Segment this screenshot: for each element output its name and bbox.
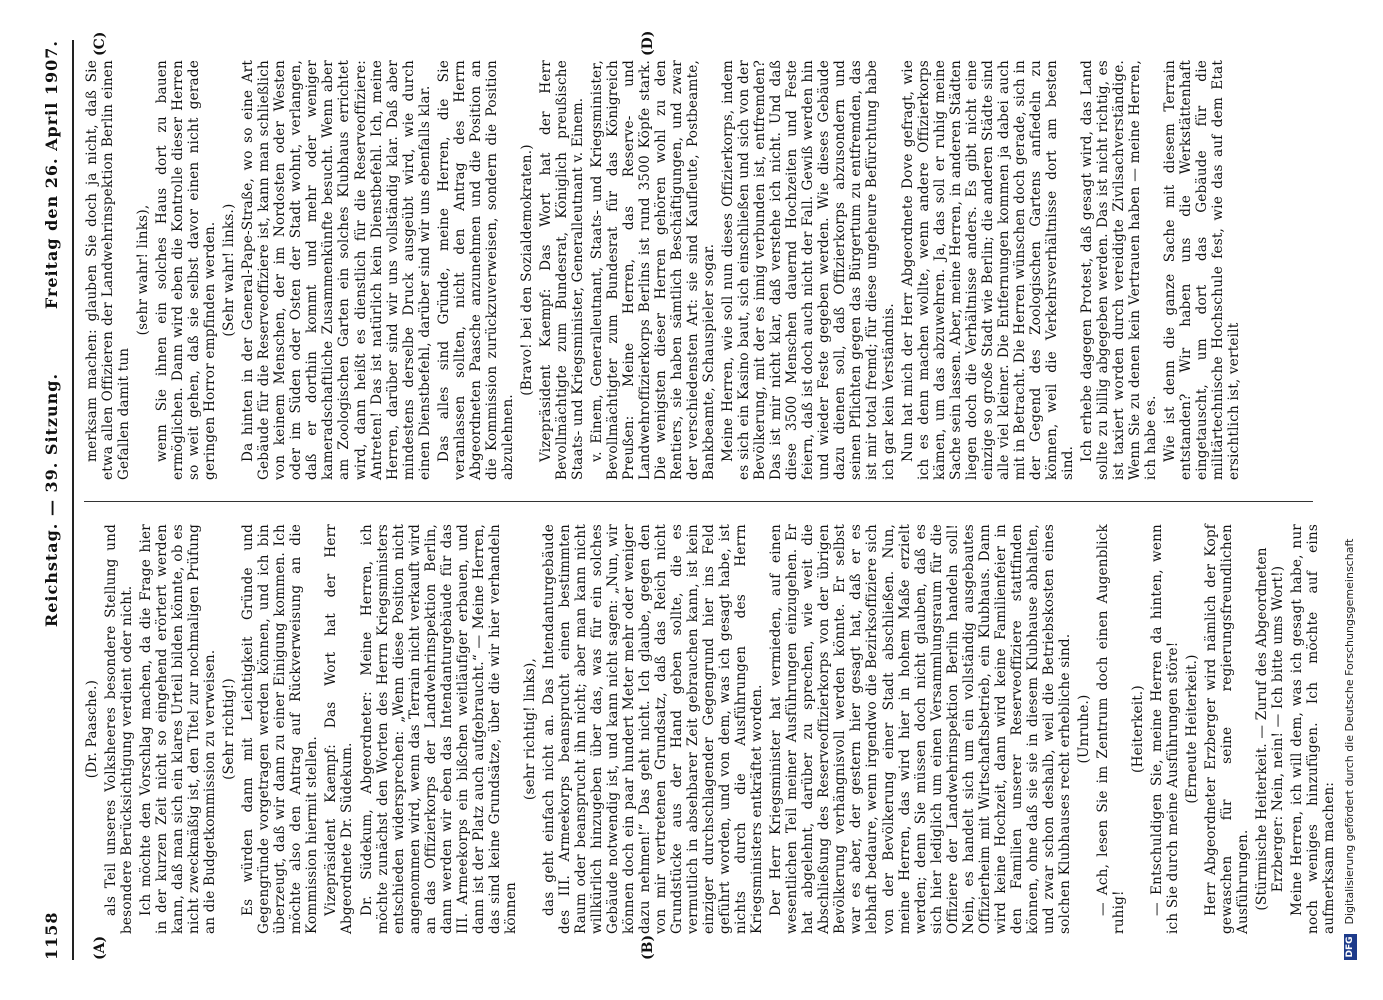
paragraph: Wie ist denn die ganze Sache mit diesem Terrain entstanden? Wir haben uns die Werkstättenhaft eingetauscht, um dort das Gebäude für die militärtechnische Hochschule fest, wie das auf dem Etat ersichtlich ist, verteilt [1162, 60, 1243, 480]
interjection: (Heiterkeit.) [1129, 685, 1146, 773]
paragraph: Da hinten in der General-Pape-Straße, wo so eine Art Gebäude für die Reserveoffiziere ist, kann man schließlich von keinem Menschen, der im Nordosten oder Westen oder im Süden oder Osten der Stadt wohnt, verlangen, daß er dorthin kommt und mehr oder weniger kameradschaftliche Zusammenkünfte besucht. Wenn aber am Zoologischen Garten ein solches Klubhaus errichtet wird, dann heißt es dienstlich für die Reserveoffiziere: Antreten! Das ist natürlich kein Dienstbefehl. Ich, meine Herren, darüber sind wir uns vollständig klar. Daß aber mindestens derselbe Druck ausgeübt wird, wie durch einen Dienstbefehl, darüber sind wir uns ebenfalls klar. [240, 60, 433, 480]
paragraph: Herr Abgeordneter Erzberger wird nämlich der Kopf gewaschen für seine regierungsfreundlichen Ausführungen. [1203, 524, 1252, 934]
interjection: (Erneute Heiterkeit.) [1184, 654, 1201, 804]
dfg-logo-icon: DFG [1344, 934, 1357, 960]
footer-text: Digitalisierung gefördert durch die Deutsche Forschungsgemeinschaft [1343, 538, 1356, 925]
paragraph: das geht einfach nicht an. Das Intendanturgebäude des III. Armeekorps beansprucht einen bestimmten Raum oder beansprucht ihn nicht; aber man kann nicht willkürlich hinzugeben über das, was für ein solches Gebäude notwendig ist, und kann nicht sagen: „Nun, wir können doch ein paar hundert Meter mehr oder weniger dazu nehmen!“ Das geht nicht. Ich glaube, gegen den von mir vertretenen Grundsatz, daß das Reich nicht Grundstücke aus der Hand geben sollte, die es vermutlich in absehbarer Zeit gebrauchen kann, ist kein einziger durchschlagender Gegengrund hier ins Feld geführt worden, und von dem, was ich gesagt habe, ist nichts durch die Ausführungen des Herrn Kriegsministers entkräftet worden. [540, 524, 766, 934]
paragraph: — Ach, lesen Sie im Zentrum doch einen Augenblick ruhig! [1094, 524, 1127, 934]
margin-marker-c: (C) [92, 31, 108, 56]
paragraph: v. Einem, Generalleutnant, Staats- und Kriegsminister, Bevollmächtigter zum Bundesrat für das Königreich Preußen: Meine Herren, das Reserve- und Landwehroffizierkorps Berlins ist rund 3500 Köpfe stark. Die wenigsten dieser Herren gehören wohl zu den Rentiers, sie haben sämtlich Beschäftigungen, und zwar der verschiedensten Art: sie sind Kaufleute, Postbeamte, Bankbeamte, Schauspieler sogar. [588, 60, 718, 480]
interjection: (sehr richtig! links), [521, 657, 538, 801]
interjection: (Unruhe.) [1075, 694, 1092, 764]
paragraph: Das alles sind Gründe, meine Herren, die Sie veranlassen sollten, nicht den Antrag des Herrn Abgeordneten Paasche anzunehmen und die Position an die Kommission zurückzuverweisen, sondern die Position abzulehnen. [435, 60, 516, 480]
interjection: (sehr wahr! links), [135, 204, 152, 336]
page-title: Reichstag. — 39. Sitzung. [42, 372, 61, 628]
paragraph: Meine Herren, wie soll nun dieses Offizierkorps, indem es sich ein Kasino baut, sich einschließen und sich von der Bevölkerung, mit der es innig verbunden ist, entfremden? Das ist mir nicht klar, daß verstehe ich nicht. Und daß diese 3500 Menschen dauernd Hochzeiten und Feste feiern, daß ist doch auch nicht der Fall. Gewiß werden hin und wieder Feste gegeben werden. Wie dieses Gebäude dazu dienen soll, daß Offizierkorps abzusondern und seinen Pflichten gegen das Bürgertum zu entfremden, das ist mir total fremd; für diese ungeheure Befürchtung habe ich gar kein Verständnis. [720, 60, 897, 480]
interjection: (Sehr richtig!) [221, 678, 238, 780]
interjection: (Stürmische Heiterkeit. — Zuruf des Abgeordneten Erzberger: Nein, nein! — Ich bitte ums Wort!) [1254, 547, 1287, 911]
paragraph: Es würden dann mit Leichtigkeit Gründe und Gegengründe vorgetragen werden können, und ich bin überzeugt, daß wir dann zu einer Einigung kommen. Ich möchte also den Antrag auf Rückverweisung an die Kommission hiermit stellen. [240, 524, 321, 934]
header-rule [72, 40, 74, 960]
margin-marker-a: (A) [92, 935, 108, 960]
paragraph: — Entschuldigen Sie, meine Herren da hinten, wenn ich Sie durch meine Ausführungen störe! [1149, 524, 1182, 934]
right-column [84, 60, 1313, 480]
paragraph: Meine Herren, ich will dem, was ich gesagt habe, nur noch weniges hinzufügen. Ich möchte auf eins aufmerksam machen: [1289, 524, 1338, 934]
paragraph: Ich möchte den Vorschlag machen, da die Frage hier in der kurzen Zeit nicht so eingehend erörtert werden kann, daß man sich ein klares Urteil bilden könnte, ob es nicht zweckmäßig ist, den Titel zur nochmaligen Prüfung an die Budgetkommission zu verweisen. [138, 524, 219, 934]
digitization-footer [1343, 40, 1361, 960]
paragraph: wenn Sie ihnen ein solches Haus dort zu bauen ermöglichen. Dann wird eben die Kontrolle dieser Herren so weit gehen, daß sie selbst davor einen nicht gerade geringen Horror empfinden werden. [154, 60, 219, 480]
paragraph: Nun hat mich der Herr Abgeordnete Dove gefragt, wie ich es denn machen wollte, wenn andere Offizierkorps kämen, um das abzuwehren. Ja, das soll er ruhig meine Sache sein lassen. Aber, meine Herren, in anderen Städten liegen doch die Verhältnisse anders. Es gibt nicht eine einzige so große Stadt wie Berlin; die anderen Städte sind alle viel kleiner. Die Entfernungen kommen ja dabei auch mit in Betracht. Die Herren wünschen doch gerade, sich in der Gegend des Zoologischen Gartens anfiedeln zu können, weil die Verkehrsverhältnisse dort am besten sind. [899, 60, 1076, 480]
page-header [40, 40, 66, 960]
speaker-intro: Vizepräsident Kaempf: Das Wort hat der Herr Abgeordnete Dr. Südekum. [323, 524, 356, 934]
paragraph: Ich erhebe dagegen Protest, daß gesagt wird, das Land sollte zu billig abgegeben werden. Das ist nicht richtig, es ist taxiert worden durch vereidigte Zivilsachverständige. Wenn Sie zu denen kein Vertrauen haben — meine Herren, ich habe es. [1078, 60, 1159, 480]
margin-marker-b: (B) [640, 934, 656, 960]
page-number: 1158 [42, 911, 61, 960]
speaker-tag: (Dr. Paasche.) [84, 679, 100, 779]
paragraph: Der Herr Kriegsminister hat vermieden, auf einen wesentlichen Teil meiner Ausführungen einzugehen. Er hat abgelehnt, darüber zu sprechen, wie weit die Abschließung des Reserveoffizierkorps von der übrigen Bevölkerung verhängnisvoll werden könnte. Er selbst war es aber, der gestern hier gesagt hat, daß er es lebhaft bedaure, wenn irgendwo die Bezirksoffiziere sich von der Bevölkerung einer Stadt abschließen. Nun, meine Herren, das wird hier in hohem Maße erzielt werden; denn Sie müssen doch nicht glauben, daß es sich hier lediglich um einen Versammlungsraum für die Offiziere der Landwehrinspektion Berlin handeln soll! Nein, es handelt sich um ein vollständig ausgebautes Offizierheim mit Wirtschaftsbetrieb, ein Klubhaus. Dann wird keine Hochzeit, dann wird keine Familienfeier in den Familien unserer Reserveoffiziere stattfinden können, ohne daß sie sie in diesem Klubhause abhalten, und zwar schon deshalb, weil die Betriebskosten eines solchen Klubhauses recht erhebliche sind. [768, 524, 1073, 934]
left-column [84, 524, 1338, 934]
interjection: (Sehr wahr! links.) [221, 203, 238, 337]
speaker-intro: Vizepräsident Kaempf: Das Wort hat der Herr Bevollmächtigte zum Bundesrat, Königlich preußische Staats- und Kriegsminister, Generalleutnant v. Einem. [537, 60, 586, 480]
session-date: Freitag den 26. April 1907. [42, 40, 61, 310]
interjection: (Bravo! bei den Sozialdemokraten.) [518, 144, 535, 396]
paragraph: als Teil unseres Volksheeres besondere Stellung und besondere Berücksichtigung verdient oder nicht. [103, 524, 136, 934]
paragraph: merksam machen: glauben Sie doch ja nicht, daß Sie etwa allen Offizieren der Landwehrinspektion Berlin einen Gefallen damit tun [84, 60, 133, 480]
margin-marker-d: (D) [640, 30, 656, 56]
column-divider [84, 501, 1313, 502]
paragraph: Dr. Südekum, Abgeordneter: Meine Herren, ich möchte zunächst den Worten des Herrn Kriegsministers entschieden widersprechen: „Wenn diese Position nicht angenommen wird, wenn das Terrain nicht verkauft wird an das Offizierkorps der Landwehrinspektion Berlin, dann werden wir eben das Intendanturgebäude für das III. Armeekorps ein bißchen weitläufiger erbauen, und dann ist der Platz auch aufgebraucht.“ — Meine Herren, das sind keine Grundsätze, über die wir hier verhandeln können [358, 524, 519, 934]
